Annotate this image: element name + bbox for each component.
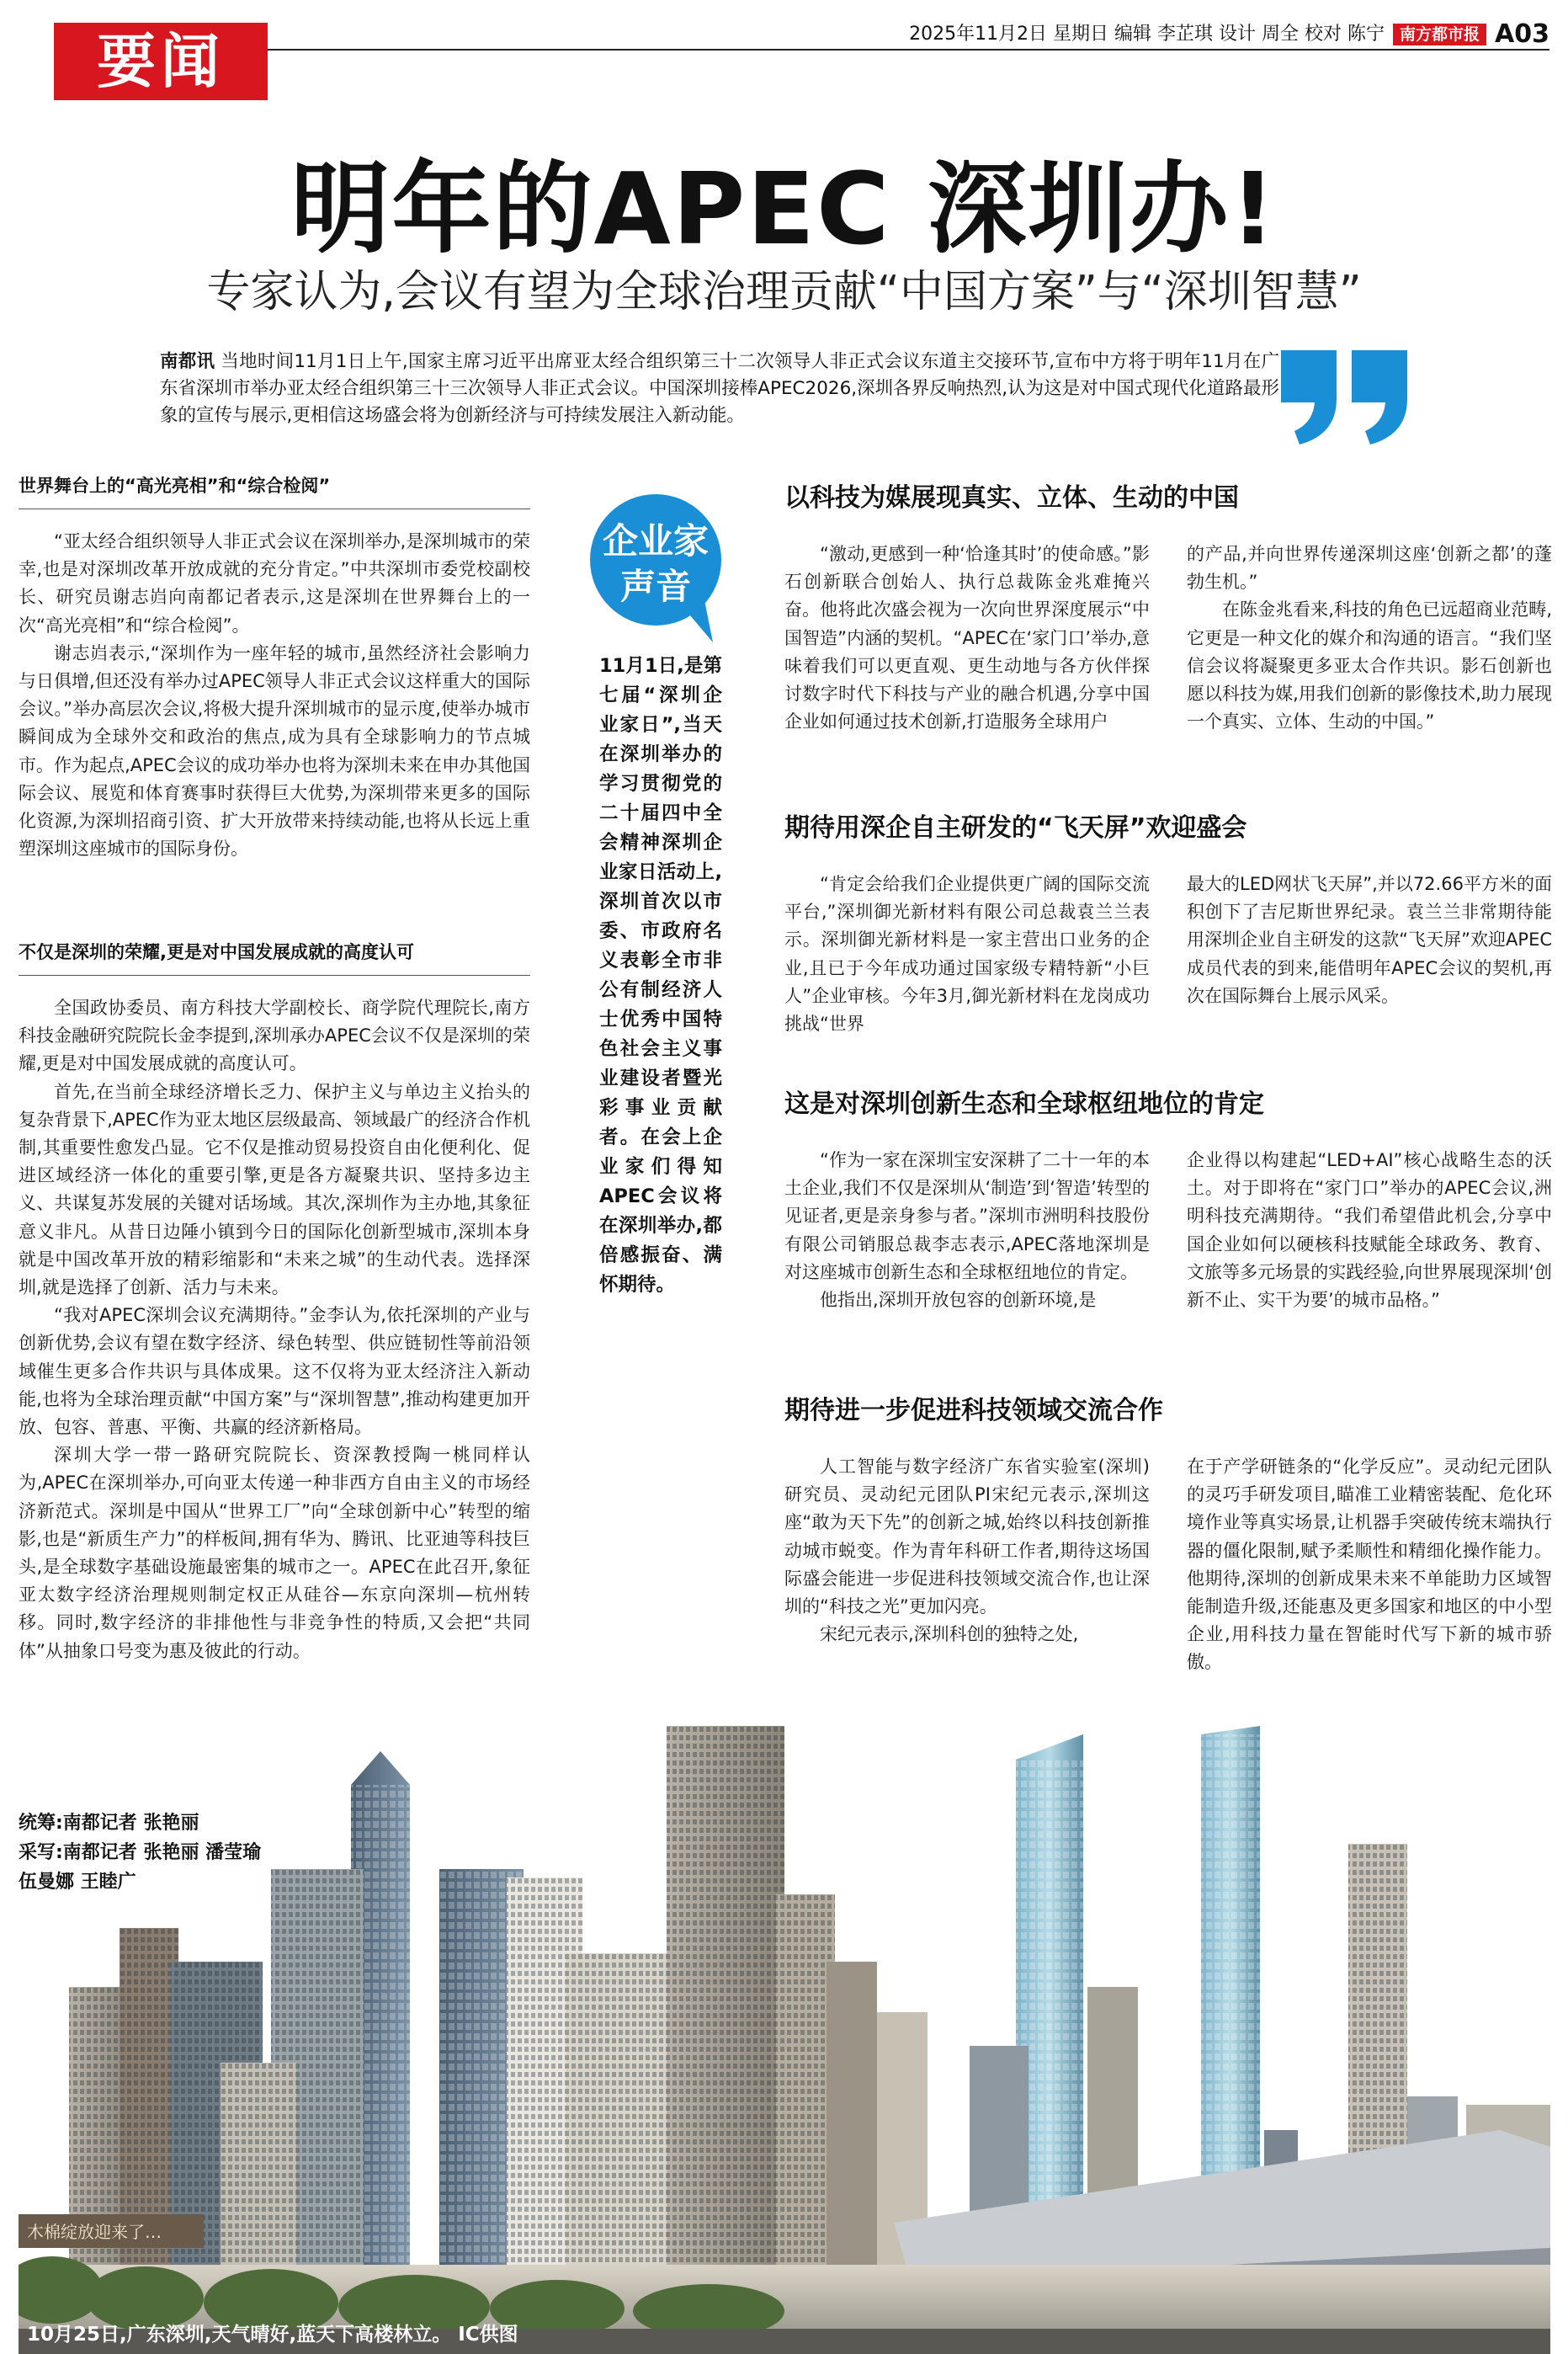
paragraph: “肯定会给我们企业提供更广阔的国际交流平台,”深圳御光新材料有限公司总裁袁兰兰表示。深圳御光新材料是一家主营出口业务的企业,且已于今年成功通过国家级专精特新“小巨人”企业审核。今年3月,御光新材料在龙岗成功挑战“世界 — [784, 874, 1150, 1035]
paragraph: 首先,在当前全球经济增长乏力、保护主义与单边主义抬头的复杂背景下,APEC作为亚太地区层级最高、领域最广的经济合作机制,其重要性愈发凸显。它不仅是推动贸易投资自由化便利化、促进区域经济一体化的重要引擎,更是各方凝聚共识、坚持多边主义、共谋复苏发展的关键对话场域。其次,深圳作为主办地,其象征意义非凡。从昔日边陲小镇到今日的国际化创新型城市,深圳本身就是中国改革开放的精彩缩影和“未来之城”的生动代表。选择深圳,就是选择了创新、活力与未来。 — [19, 1081, 530, 1298]
right-section-4 — [784, 1394, 1552, 1677]
right-section-3 — [784, 1088, 1552, 1314]
badge-line-2: 声音 — [619, 566, 692, 607]
text-column — [784, 871, 1150, 1038]
text-column — [784, 1147, 1150, 1314]
sidebar-text: 11月1日,是第七届“深圳企业家日”,当天在深圳举办的学习贯彻党的二十届四中全会精神深圳企业家日活动上,深圳首次以市委、市政府名义表彰全市非公有制经济人士优秀中国特色社会主义事业建设者暨光彩事业贡献者。在会上企业家们得知APEC会议将在深圳举办,都倍感振奋、满怀期待。 — [599, 655, 722, 1296]
masthead-info — [909, 19, 1549, 49]
skyline-photo — [19, 1709, 1550, 2354]
photo-caption: 10月25日,广东深圳,天气晴好,蓝天下高楼林立。 IC供图 — [27, 2324, 518, 2346]
left-section-1 — [19, 473, 530, 863]
paragraph: “激动,更感到一种‘恰逢其时’的使命感。”影石创新联合创始人、执行总裁陈金兆难掩兴奋。他将此次盛会视为一次向世界深度展示“中国智造”内涵的契机。“APEC在‘家门口’举办,意味着我们可以更直观、更生动地与各方伙伴探讨数字时代下科技与产业的融合机遇,分享中国企业如何通过技术创新,打造服务全球用户 — [784, 544, 1150, 732]
paragraph: 在于产学研链条的“化学反应”。灵动纪元团队的灵巧手研发项目,瞄准工业精密装配、危化环境作业等真实场景,让机器手突破传统末端执行器的僵化限制,赋予柔顺性和精细化操作能力。他期待,深圳的创新成果未来不单能助力区域智能制造升级,还能惠及更多国家和地区的中小型企业,用科技力量在智能时代写下新的城市骄傲。 — [1187, 1457, 1552, 1673]
paragraph: 的产品,并向世界传递深圳这座‘创新之都’的蓬勃生机。” — [1187, 544, 1552, 593]
paragraph: 全国政协委员、南方科技大学副校长、商学院代理院长,南方科技金融研究院院长金李提到,深圳承办APEC会议不仅是深圳的荣耀,更是对中国发展成就的高度认可。 — [19, 998, 530, 1074]
two-column-text — [784, 541, 1552, 736]
right-section-2-heading: 期待用深企自主研发的“飞天屏”欢迎盛会 — [784, 813, 1247, 843]
lede-text: 当地时间11月1日上午,国家主席习近平出席亚太经合组织第三十二次领导人非正式会议东道主交接环节,宣布中方将于明年11月在广东省深圳市举办亚太经合组织第三十三次领导人非正式会议。中国深圳接棒APEC2026,深圳各界反响热烈,认为这是对中国式现代化道路最形象的宣传与展示,更相信这场盛会将为创新经济与可持续发展注入新动能。 — [160, 351, 1279, 426]
right-section-3-heading: 这是对深圳创新生态和全球枢纽地位的肯定 — [784, 1089, 1264, 1119]
page-number: A03 — [1495, 19, 1549, 49]
paragraph: 谢志岿表示,“深圳作为一座年轻的城市,虽然经济社会影响力与日俱增,但还没有举办过APEC领导人非正式会议这样重大的国际会议。”举办高层次会议,将极大提升深圳城市的显示度,使举办城市瞬间成为全球外交和政治的焦点,成为具有全球影响力的节点城市。作为起点,APEC会议的成功举办也将为深圳未来在申办其他国际会议、展览和体育赛事时获得巨大优势,为深圳带来更多的国际化资源,为深圳招商引资、扩大开放带来持续动能,也将从长远上重塑深圳这座城市的国际身份。 — [19, 642, 530, 860]
text-column — [1187, 871, 1552, 1038]
two-column-text — [784, 1147, 1552, 1314]
paragraph: “作为一家在深圳宝安深耕了二十一年的本土企业,我们不仅是深圳从‘制造’到‘智造’转型的见证者,更是亲身参与者。”深圳市洲明科技股份有限公司销服总裁李志表示,APEC落地深圳是对这座城市创新生态和全球枢纽地位的肯定。 — [784, 1150, 1150, 1282]
paragraph: 宋纪元表示,深圳科创的独特之处, — [820, 1624, 1079, 1645]
left-section-2-heading: 不仅是深圳的荣耀,更是对中国发展成就的高度认可 — [19, 942, 414, 962]
lede-source: 南都讯 — [160, 351, 215, 372]
paragraph: 深圳大学一带一路研究院院长、资深教授陶一桃同样认为,APEC在深圳举办,可向亚太传递一种非西方自由主义的市场经济新范式。深圳是中国从“世界工厂”向“全球创新中心”转型的缩影,也是“新质生产力”的样板间,拥有华为、腾讯、比亚迪等科技巨头,是全球数字基础设施最密集的城市之一。APEC在此召开,象征亚太数字经济治理规则制定权正从硅谷—东京向深圳—杭州转移。同时,数字经济的非排他性与非竞争性的特质,又会把“共同体”从抽象口号变为惠及彼此的行动。 — [19, 1445, 530, 1661]
text-column — [784, 1453, 1150, 1677]
two-column-text — [784, 1453, 1552, 1677]
paragraph: 人工智能与数字经济广东省实验室(深圳)研究员、灵动纪元团队PI宋纪元表示,深圳这座“敢为天下先”的创新之城,始终以科技创新推动城市蜕变。作为青年科研工作者,期待这场国际盛会能进一步促进科技领域交流合作,也让深圳的“科技之光”更加闪亮。 — [784, 1457, 1150, 1617]
paragraph: 最大的LED网状飞天屏”,并以72.66平方米的面积创下了吉尼斯世界纪录。袁兰兰非常期待能用深圳企业自主研发的这款“飞天屏”欢迎APEC成员代表的到来,能借明年APEC会议的契机,再次在国际舞台上展示风采。 — [1187, 874, 1552, 1006]
headline: 明年的APEC 深圳办! — [290, 151, 1278, 267]
paragraph: 他指出,深圳开放包容的创新环境,是 — [820, 1290, 1097, 1311]
subheadline: 专家认为,会议有望为全球治理贡献“中国方案”与“深圳智慧” — [206, 267, 1362, 317]
tower-group-center — [439, 1726, 928, 2315]
paragraph: “亚太经合组织领导人非正式会议在深圳举办,是深圳城市的荣幸,也是对深圳改革开放成就的充分肯定。”中共深圳市委党校副校长、研究员谢志岿向南都记者表示,这是深圳在世界舞台上的一次“高光亮相”和“综合检阅”。 — [19, 531, 530, 636]
edition-info: 2025年11月2日 星期日 编辑 李芷琪 设计 周全 校对 陈宁 — [909, 24, 1385, 45]
paragraph: 在陈金兆看来,科技的角色已远超商业范畴,它更是一种文化的媒介和沟通的语言。“我们坚信会议将凝聚更多亚太合作共识。影石创新也愿以科技为媒,用我们创新的影像技术,助力展现一个真实、立体、生动的中国。” — [1187, 599, 1552, 732]
divider — [19, 975, 530, 976]
credit-line: 伍曼娜 王睦广 — [19, 1872, 136, 1893]
credit-line: 采写:南都记者 张艳丽 潘莹瑜 — [19, 1842, 262, 1863]
paragraph: 企业得以构建起“LED+AI”核心战略生态的沃土。对于即将在“家门口”举办的APEC会议,洲明科技充满期待。“我们希望借此机会,分享中国企业如何以硬核科技赋能全球政务、教育、文旅等多元场景的实践经验,向世界展现深圳‘创新不止、实干为要’的城市品格。” — [1187, 1150, 1552, 1311]
credits — [19, 1808, 322, 1897]
right-section-2 — [784, 812, 1552, 1038]
billboard-text: 木棉绽放迎来了… — [27, 2222, 162, 2242]
text-column — [1187, 1147, 1552, 1314]
paper-logo: 南方都市报 — [1393, 24, 1486, 45]
right-section-4-heading: 期待进一步促进科技领域交流合作 — [784, 1396, 1163, 1425]
text-column — [1187, 1453, 1552, 1677]
credit-line: 统筹:南都记者 张艳丽 — [19, 1813, 199, 1834]
left-section-2 — [19, 940, 530, 1665]
left-section-1-body — [19, 528, 530, 863]
section-tag: 要闻 — [54, 23, 268, 100]
right-section-1 — [784, 482, 1552, 736]
badge-line-1: 企业家 — [602, 520, 710, 562]
masthead-rule — [54, 49, 1549, 51]
left-section-1-heading: 世界舞台上的“高光亮相”和“综合检阅” — [19, 476, 331, 496]
right-section-1-heading: 以科技为媒展现真实、立体、生动的中国 — [784, 483, 1239, 513]
paragraph: “我对APEC深圳会议充满期待。”金李认为,依托深圳的产业与创新优势,会议有望在数字经济、绿色转型、供应链韧性等前沿领域催生更多合作共识与具体成果。这不仅将为亚太经济注入新动能,也将为全球治理贡献“中国方案”与“深圳智慧”,推动构建更加开放、包容、普惠、平衡、共赢的经济新格局。 — [19, 1305, 530, 1438]
two-column-text — [784, 871, 1552, 1038]
text-column — [784, 541, 1150, 736]
lede-paragraph — [160, 349, 1279, 429]
text-column — [1187, 541, 1552, 736]
left-section-2-body — [19, 994, 530, 1665]
speech-bubble-icon — [587, 493, 725, 644]
quote-mark-icon — [1278, 347, 1412, 446]
